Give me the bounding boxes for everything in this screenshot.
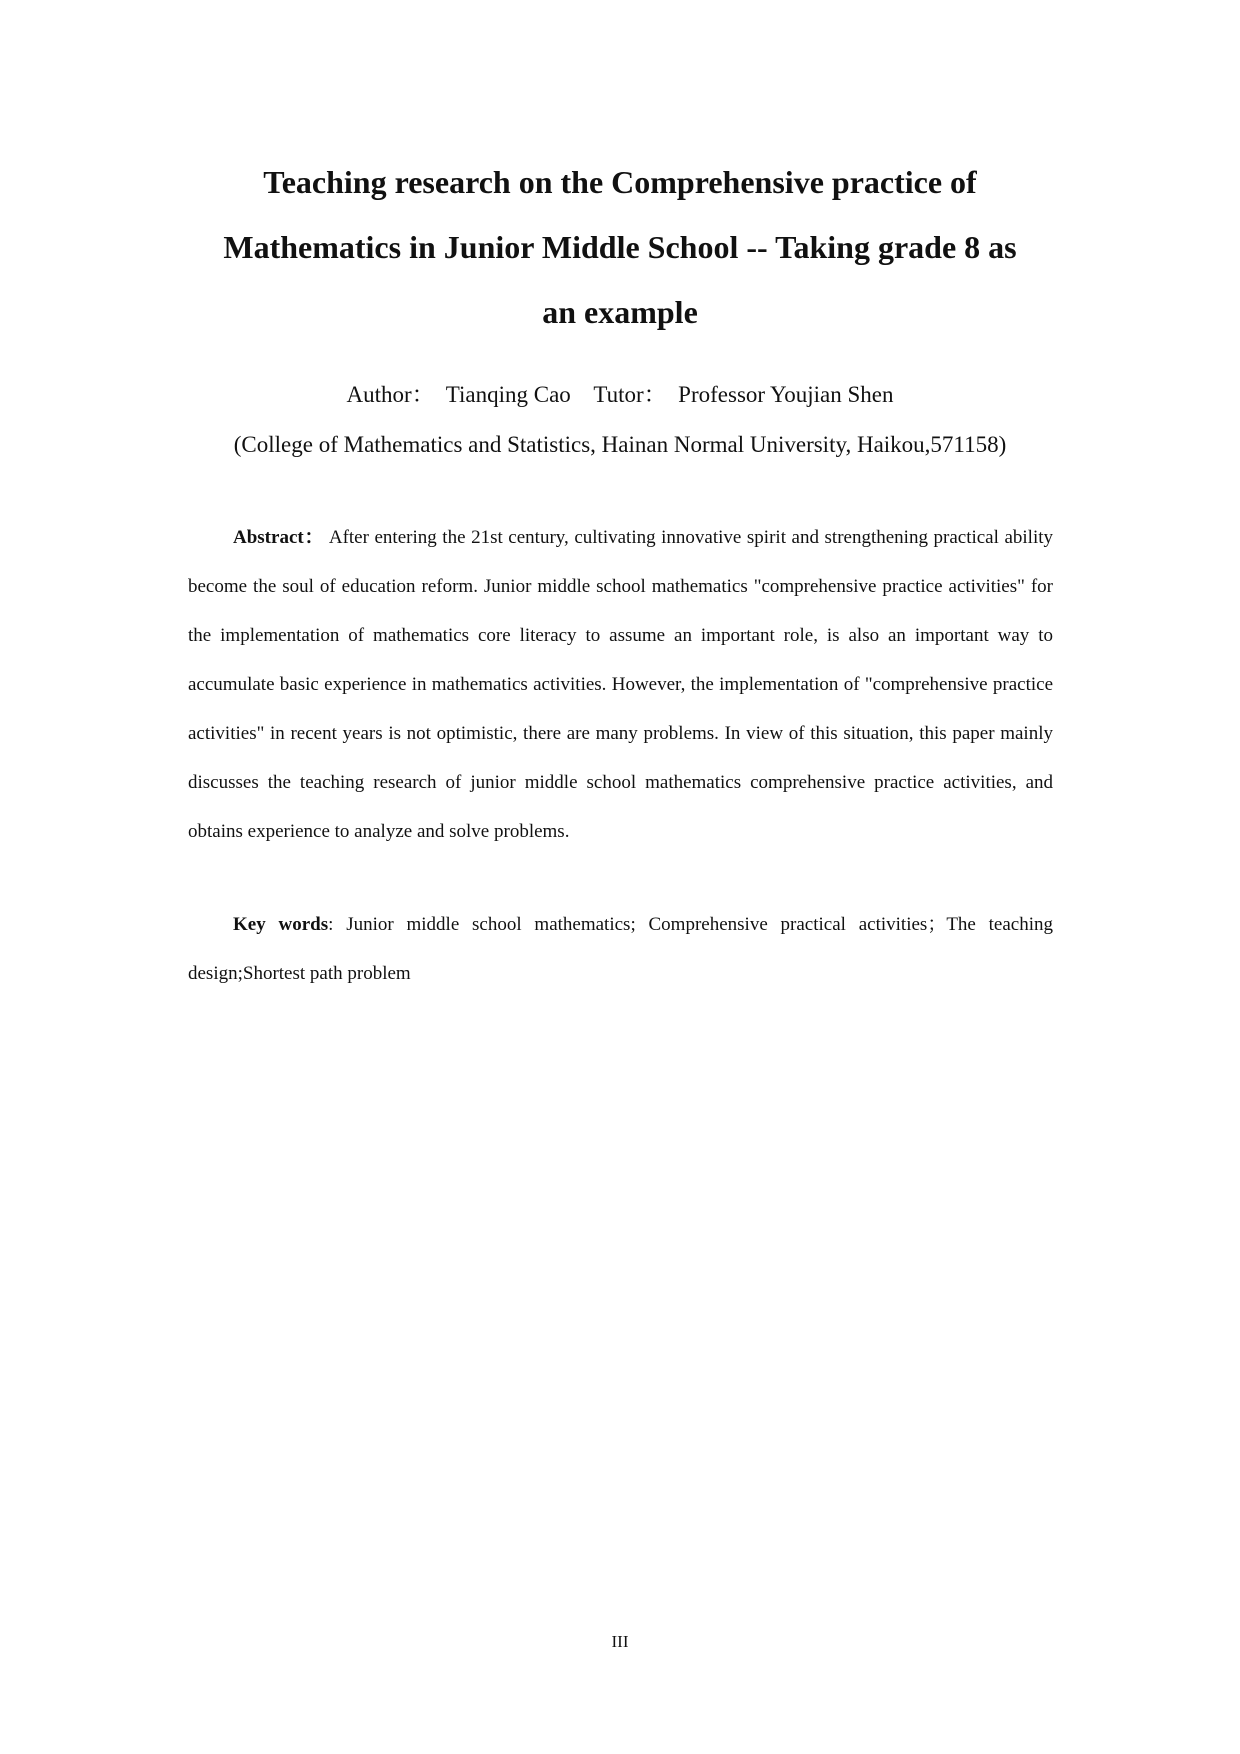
title-line-2: Mathematics in Junior Middle School -- Taking grade 8 as <box>223 229 1017 265</box>
author-label: Author： <box>346 382 435 407</box>
title-line-1: Teaching research on the Comprehensive practice of <box>263 164 977 200</box>
abstract-label: Abstract： <box>233 527 325 548</box>
page-number: III <box>611 1632 629 1651</box>
tutor-name: Professor Youjian Shen <box>678 382 894 407</box>
affiliation: (College of Mathematics and Statistics, Hainan Normal University, Haikou,571158) <box>233 432 1007 457</box>
author-line <box>150 380 1090 410</box>
author-name: Tianqing Cao <box>445 382 571 407</box>
keywords-text: : Junior middle school mathematics; Comprehensive practical activities；The teaching design;Shortest path problem <box>188 914 1054 984</box>
tutor-label: Tutor： <box>593 382 667 407</box>
paper-title <box>150 150 1090 345</box>
title-line-3: an example <box>542 294 698 330</box>
abstract-text: After entering the 21st century, cultivating innovative spirit and strengthening practical ability become the soul of education reform. Junior middle school mathematics "comprehensive practice activities" for the implementation of mathematics core literacy to assume an important role, is also an important way to accumulate basic experience in mathematics activities. However, the implementation of "comprehensive practice activities" in recent years is not optimistic, there are many problems. In view of this situation, this paper mainly discusses the teaching research of junior middle school mathematics comprehensive practice activities, and obtains experience to analyze and solve problems. <box>188 527 1054 842</box>
keywords-label: Key words <box>233 914 329 935</box>
abstract-paragraph <box>188 513 1053 856</box>
keywords-paragraph <box>188 900 1053 998</box>
